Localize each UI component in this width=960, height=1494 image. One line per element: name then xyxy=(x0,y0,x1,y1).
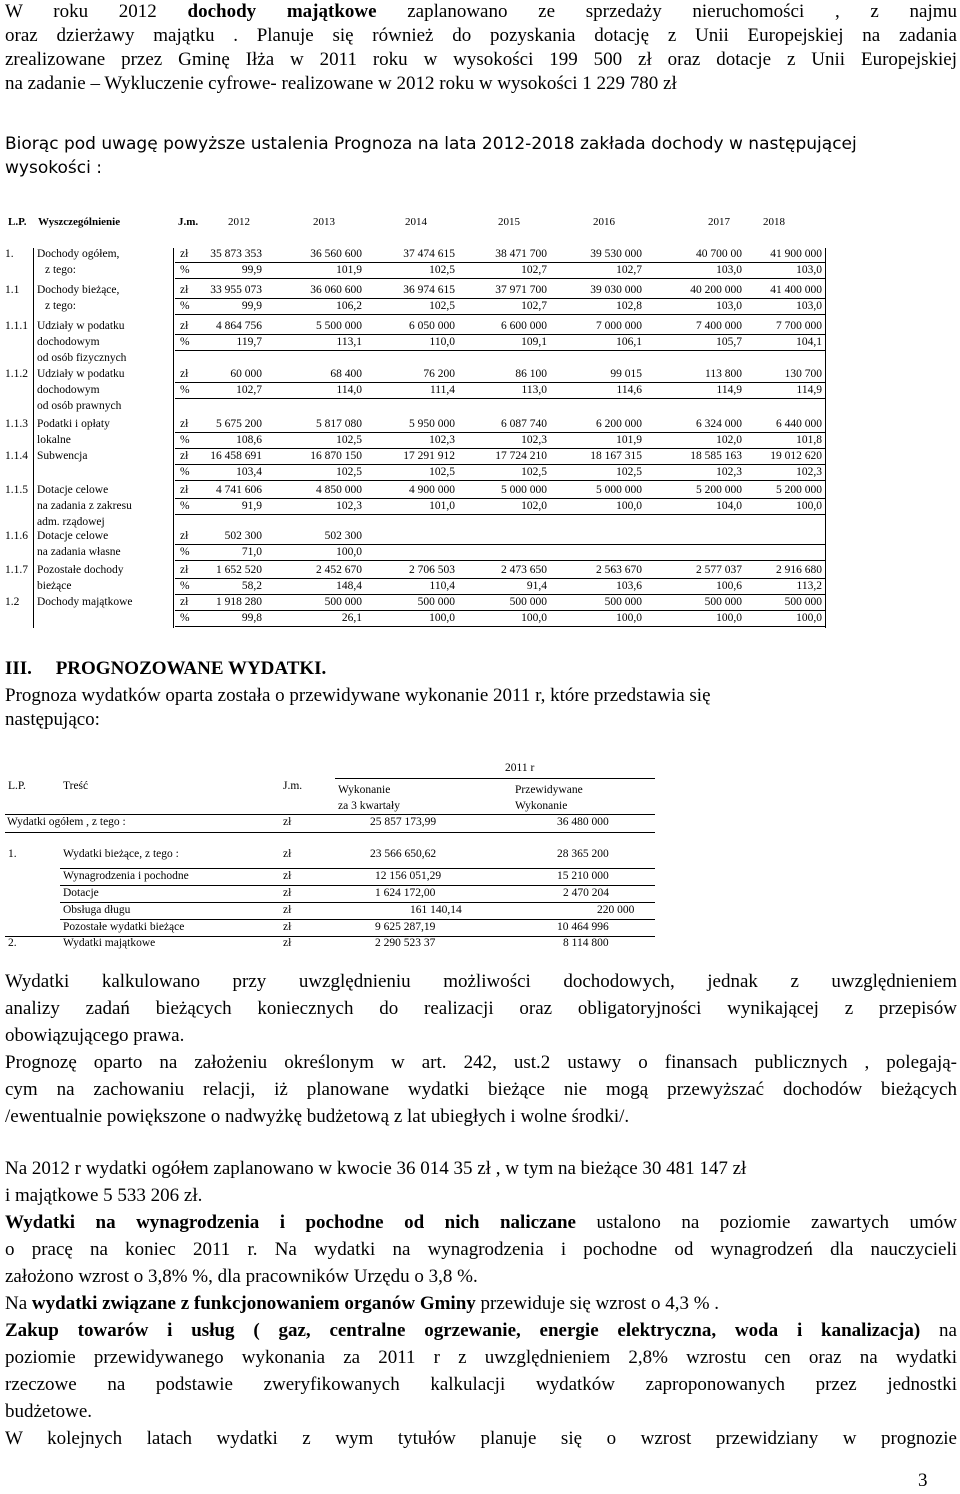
unit-zl: zł xyxy=(180,368,189,380)
body-d2: o pracę na koniec 2011 r. Na wydatki na wynagrodzenia i pochodne od wynagrodzeń dla nauczycieli xyxy=(5,1239,957,1260)
table-row-label: Subwencja xyxy=(37,450,88,462)
table-cell-zl: 33 955 073 xyxy=(210,284,262,296)
table-cell-zl: 40 200 000 xyxy=(690,284,742,296)
exp-sub1-jm: zł xyxy=(283,887,292,899)
exp-maj-b: 8 114 800 xyxy=(563,937,609,949)
table-cell-zl: 5 675 200 xyxy=(216,418,262,430)
table-row-lp: 1.2 xyxy=(5,596,20,608)
section-heading: III. PROGNOZOWANE WYDATKI. xyxy=(5,658,327,679)
unit-zl: zł xyxy=(180,320,189,332)
exp-total-jm: zł xyxy=(283,816,292,828)
table-cell-pct: 106,2 xyxy=(336,300,362,312)
exp-h-przew: Przewidywane xyxy=(515,784,583,796)
exp-total-a: 25 857 173,99 xyxy=(370,816,437,828)
table-cell-pct: 110,4 xyxy=(429,580,455,592)
exp-h-lp: L.P. xyxy=(8,780,26,792)
table-cell-pct: 103,6 xyxy=(616,580,642,592)
table-cell-zl: 500 000 xyxy=(509,596,547,608)
table-cell-zl: 502 300 xyxy=(224,530,262,542)
exp-biez-a: 23 566 650,62 xyxy=(370,848,437,860)
table-cell-pct: 102,7 xyxy=(521,300,547,312)
revenue-table-header: L.P. Wyszczególnienie J.m. 2012 2013 2014 2015 2016 2017 2018 xyxy=(8,216,785,228)
table-cell-pct: 100,0 xyxy=(336,546,362,558)
table-cell-pct: 102,7 xyxy=(236,384,262,396)
table-cell-pct: 103,4 xyxy=(236,466,262,478)
table-cell-zl: 500 000 xyxy=(784,596,822,608)
table-row-label: lokalne xyxy=(37,434,71,446)
table-cell-pct: 113,2 xyxy=(796,580,822,592)
table-cell-pct: 102,5 xyxy=(429,300,455,312)
table-cell-zl: 19 012 620 xyxy=(770,450,822,462)
body-b3: /ewentualnie powiększone o nadwyżkę budżetową z lat ubiegłych i wolne środki/. xyxy=(5,1106,630,1127)
table-row-label: Dotacje celowe xyxy=(37,484,109,496)
intro-line-3: zrealizowane przez Gminę Iłża w 2011 roku w wysokości 199 500 zł oraz dotacje z Unii Europejskiej xyxy=(5,49,957,70)
body-c2: i majątkowe 5 533 206 zł. xyxy=(5,1185,203,1206)
table-cell-zl: 86 100 xyxy=(515,368,547,380)
table-cell-pct: 99,9 xyxy=(241,300,262,312)
table-cell-zl: 5 000 000 xyxy=(596,484,642,496)
table-cell-zl: 6 200 000 xyxy=(596,418,642,430)
table-cell-zl: 1 918 280 xyxy=(216,596,262,608)
exp-sub2-b: 220 000 xyxy=(597,904,635,916)
table-cell-pct: 102,3 xyxy=(429,434,455,446)
table-row-lp: 1.1.6 xyxy=(5,530,28,542)
exp-biez-lp: 1. xyxy=(8,848,17,860)
exp-sub2-jm: zł xyxy=(283,904,292,916)
table-cell-zl: 17 291 912 xyxy=(403,450,455,462)
table-cell-pct: 26,1 xyxy=(341,612,362,624)
table-cell-zl: 2 916 680 xyxy=(776,564,822,576)
table-cell-zl: 502 300 xyxy=(324,530,362,542)
table-cell-pct: 113,1 xyxy=(336,336,362,348)
exp-sub2-name: Obsługa długu xyxy=(63,904,131,916)
table-cell-zl: 7 700 000 xyxy=(776,320,822,332)
table-row-label: z tego: xyxy=(45,264,76,276)
table-cell-pct: 106,1 xyxy=(616,336,642,348)
table-row-label: dochodowym xyxy=(37,384,100,396)
body-a3: obowiązującego prawa. xyxy=(5,1025,185,1046)
exp-h-wyk: Wykonanie xyxy=(338,784,391,796)
unit-zl: zł xyxy=(180,564,189,576)
table-cell-pct: 100,0 xyxy=(429,612,455,624)
body-c1: Na 2012 r wydatki ogółem zaplanowano w kwocie 36 014 35 zł , w tym na bieżące 30 481 147 zł xyxy=(5,1158,747,1179)
unit-zl: zł xyxy=(180,284,189,296)
table-row-label: Dochody ogółem, xyxy=(37,248,120,260)
exp-biez-b: 28 365 200 xyxy=(557,848,609,860)
table-cell-zl: 7 000 000 xyxy=(596,320,642,332)
exp-biez-jm: zł xyxy=(283,848,292,860)
exp-h-przew2: Wykonanie xyxy=(515,800,568,812)
table-cell-pct: 101,8 xyxy=(796,434,822,446)
table-cell-zl: 37 474 615 xyxy=(403,248,455,260)
table-cell-pct: 91,4 xyxy=(526,580,547,592)
body-d1: Wydatki na wynagrodzenia i pochodne od nich naliczane ustalono na poziomie zawartych umów xyxy=(5,1212,957,1233)
table-cell-zl: 6 440 000 xyxy=(776,418,822,430)
table-cell-zl: 16 870 150 xyxy=(310,450,362,462)
exp-total-b: 36 480 000 xyxy=(557,816,609,828)
exp-h-jm: J.m. xyxy=(283,780,303,792)
table-cell-zl: 35 873 353 xyxy=(210,248,262,260)
unit-pct: % xyxy=(180,300,190,312)
table-row-label: bieżące xyxy=(37,580,72,592)
table-cell-pct: 104,1 xyxy=(796,336,822,348)
table-cell-pct: 103,0 xyxy=(716,300,742,312)
body-d3: założono wzrost o 3,8% %, dla pracowników Urzędu o 3,8 %. xyxy=(5,1266,478,1287)
table-cell-zl: 38 471 700 xyxy=(495,248,547,260)
expense-table xyxy=(5,760,655,950)
table-cell-pct: 101,0 xyxy=(429,500,455,512)
body-b2: cym na zachowaniu relacji, iż planowane wydatki bieżące nie mogą przewyższać dochodów bieżących xyxy=(5,1079,957,1100)
body-f2: poziomie przewidywanego wykonania za 2011 r z uwzględnieniem 2,8% wzrostu cen oraz na wydatki xyxy=(5,1347,957,1368)
table-row-label: od osób prawnych xyxy=(37,400,122,412)
table-cell-zl: 1 652 520 xyxy=(216,564,262,576)
exp-maj-lp: 2. xyxy=(8,937,17,949)
body-b1: Prognozę oparto na założeniu określonym w art. 242, ust.2 ustawy o finansach publicznych , polegają- xyxy=(5,1052,957,1073)
table-cell-zl: 500 000 xyxy=(604,596,642,608)
table-cell-pct: 110,0 xyxy=(429,336,455,348)
table-cell-pct: 102,3 xyxy=(716,466,742,478)
table-cell-pct: 111,4 xyxy=(429,384,455,396)
table-row-label: na zadania z zakresu xyxy=(37,500,132,512)
table-cell-pct: 102,3 xyxy=(336,500,362,512)
table-cell-pct: 102,3 xyxy=(521,434,547,446)
body-a2: analizy zadań bieżących koniecznych do realizacji oraz obligatoryjności wynikającej z przepisów xyxy=(5,998,957,1019)
table-cell-zl: 4 864 756 xyxy=(216,320,262,332)
table-cell-zl: 500 000 xyxy=(324,596,362,608)
exp-maj-jm: zł xyxy=(283,937,292,949)
exp-sub0-jm: zł xyxy=(283,870,292,882)
unit-zl: zł xyxy=(180,596,189,608)
body-a1: Wydatki kalkulowano przy uwzględnieniu możliwości dochodowych, jednak z uwzględnieniem xyxy=(5,971,957,992)
unit-pct: % xyxy=(180,580,190,592)
table-cell-pct: 102,5 xyxy=(616,466,642,478)
unit-zl: zł xyxy=(180,530,189,542)
table-cell-zl: 2 452 670 xyxy=(316,564,362,576)
unit-zl: zł xyxy=(180,248,189,260)
intro-line-4: na zadanie – Wykluczenie cyfrowe- realizowane w 2012 roku w wysokości 1 229 780 zł xyxy=(5,73,677,94)
table-cell-pct: 102,7 xyxy=(616,264,642,276)
table-cell-zl: 2 706 503 xyxy=(409,564,455,576)
table-cell-pct: 114,9 xyxy=(796,384,822,396)
unit-pct: % xyxy=(180,612,190,624)
table-cell-pct: 100,6 xyxy=(716,580,742,592)
table-cell-pct: 102,5 xyxy=(521,466,547,478)
table-row-label: Udziały w podatku xyxy=(37,368,125,380)
exp-sub0-a: 12 156 051,29 xyxy=(375,870,442,882)
table-row-lp: 1. xyxy=(5,248,14,260)
table-cell-zl: 5 817 080 xyxy=(316,418,362,430)
table-row-label: Udziały w podatku xyxy=(37,320,125,332)
section-paragraph-line-2: następująco: xyxy=(5,709,100,730)
table-cell-zl: 6 600 000 xyxy=(501,320,547,332)
unit-pct: % xyxy=(180,466,190,478)
table-cell-zl: 113 800 xyxy=(705,368,742,380)
table-cell-pct: 102,5 xyxy=(336,466,362,478)
table-row-lp: 1.1.4 xyxy=(5,450,28,462)
table-cell-zl: 60 000 xyxy=(230,368,262,380)
exp-sub3-jm: zł xyxy=(283,921,292,933)
table-cell-pct: 105,7 xyxy=(716,336,742,348)
table-cell-pct: 103,0 xyxy=(796,300,822,312)
table-cell-pct: 104,0 xyxy=(716,500,742,512)
table-cell-pct: 113,0 xyxy=(521,384,547,396)
table-cell-pct: 102,0 xyxy=(521,500,547,512)
table-cell-pct: 102,5 xyxy=(336,434,362,446)
table-cell-pct: 114,0 xyxy=(336,384,362,396)
table-cell-zl: 2 563 670 xyxy=(596,564,642,576)
body-e1: Na wydatki związane z funkcjonowaniem organów Gminy przewiduje się wzrost o 4,3 % . xyxy=(5,1293,720,1314)
table-cell-zl: 18 585 163 xyxy=(690,450,742,462)
unit-zl: zł xyxy=(180,450,189,462)
table-cell-zl: 6 324 000 xyxy=(696,418,742,430)
exp-maj-name: Wydatki majątkowe xyxy=(63,937,156,949)
table-cell-zl: 41 400 000 xyxy=(770,284,822,296)
table-cell-zl: 99 015 xyxy=(610,368,642,380)
table-cell-pct: 58,2 xyxy=(241,580,262,592)
table-cell-pct: 102,5 xyxy=(429,264,455,276)
table-cell-zl: 6 050 000 xyxy=(409,320,455,332)
table-cell-zl: 4 900 000 xyxy=(409,484,455,496)
table-cell-zl: 16 458 691 xyxy=(210,450,262,462)
table-cell-zl: 39 030 000 xyxy=(590,284,642,296)
exp-sub3-a: 9 625 287,19 xyxy=(375,921,436,933)
exp-sub0-b: 15 210 000 xyxy=(557,870,609,882)
table-cell-pct: 148,4 xyxy=(336,580,362,592)
page-number: 3 xyxy=(918,1470,928,1491)
table-cell-zl: 36 560 600 xyxy=(310,248,362,260)
table-cell-zl: 4 850 000 xyxy=(316,484,362,496)
table-cell-pct: 100,0 xyxy=(796,612,822,624)
intro-line-6: wysokości : xyxy=(5,158,102,178)
table-row-label: Pozostałe dochody xyxy=(37,564,124,576)
table-cell-zl: 2 577 037 xyxy=(696,564,742,576)
table-cell-zl: 37 971 700 xyxy=(495,284,547,296)
table-cell-zl: 2 473 650 xyxy=(501,564,547,576)
unit-pct: % xyxy=(180,264,190,276)
table-row-lp: 1.1.5 xyxy=(5,484,28,496)
table-cell-pct: 102,5 xyxy=(429,466,455,478)
exp-h-wyk2: za 3 kwartały xyxy=(338,800,400,812)
intro-line-2: oraz dzierżawy majątku . Planuje się również do pozyskania dotację z Unii Europejskiej na zadania xyxy=(5,25,957,46)
table-cell-zl: 5 200 000 xyxy=(776,484,822,496)
table-cell-zl: 130 700 xyxy=(784,368,822,380)
table-cell-pct: 103,0 xyxy=(796,264,822,276)
unit-pct: % xyxy=(180,384,190,396)
table-cell-pct: 100,0 xyxy=(716,612,742,624)
exp-sub0-name: Wynagrodzenia i pochodne xyxy=(63,870,189,882)
table-cell-zl: 39 530 000 xyxy=(590,248,642,260)
unit-zl: zł xyxy=(180,418,189,430)
table-cell-zl: 5 200 000 xyxy=(696,484,742,496)
table-cell-pct: 100,0 xyxy=(616,500,642,512)
table-cell-zl: 5 500 000 xyxy=(316,320,362,332)
table-row-label: na zadania własne xyxy=(37,546,121,558)
table-cell-pct: 103,0 xyxy=(716,264,742,276)
table-cell-zl: 500 000 xyxy=(417,596,455,608)
table-cell-zl: 76 200 xyxy=(423,368,455,380)
unit-pct: % xyxy=(180,500,190,512)
table-cell-pct: 114,9 xyxy=(716,384,742,396)
unit-zl: zł xyxy=(180,484,189,496)
body-f3: rzeczowe na podstawie zweryfikowanych kalkulacji wydatków zaproponowanych przez jednostki xyxy=(5,1374,957,1395)
section-paragraph-line-1: Prognoza wydatków oparta została o przewidywane wykonanie 2011 r, które przedstawia się xyxy=(5,685,711,706)
table-cell-zl: 36 060 600 xyxy=(310,284,362,296)
table-cell-pct: 102,0 xyxy=(716,434,742,446)
unit-pct: % xyxy=(180,434,190,446)
table-row-label: Dochody majątkowe xyxy=(37,596,133,608)
exp-sub2-a: 161 140,14 xyxy=(410,904,462,916)
table-cell-pct: 119,7 xyxy=(236,336,262,348)
table-row-label: Dochody bieżące, xyxy=(37,284,120,296)
unit-pct: % xyxy=(180,546,190,558)
body-f4: budżetowe. xyxy=(5,1401,93,1422)
table-row-label: dochodowym xyxy=(37,336,100,348)
table-row-lp: 1.1.7 xyxy=(5,564,28,576)
table-cell-pct: 102,3 xyxy=(796,466,822,478)
exp-h-tresc: Treść xyxy=(63,780,89,792)
table-cell-zl: 41 900 000 xyxy=(770,248,822,260)
exp-sub3-name: Pozostałe wydatki bieżące xyxy=(63,921,185,933)
table-cell-zl: 6 087 740 xyxy=(501,418,547,430)
table-cell-pct: 109,1 xyxy=(521,336,547,348)
exp-biez-name: Wydatki bieżące, z tego : xyxy=(63,848,179,860)
table-cell-pct: 100,0 xyxy=(796,500,822,512)
exp-sub1-b: 2 470 204 xyxy=(563,887,609,899)
table-row-label: Dotacje celowe xyxy=(37,530,109,542)
table-row-label: Podatki i opłaty xyxy=(37,418,110,430)
exp-total-name: Wydatki ogółem , z tego : xyxy=(7,816,126,828)
table-cell-pct: 108,6 xyxy=(236,434,262,446)
exp-sub1-name: Dotacje xyxy=(63,887,99,899)
intro-line-1: W roku 2012 dochody majątkowe zaplanowano ze sprzedaży nieruchomości , z najmu xyxy=(5,1,958,22)
table-row-label: z tego: xyxy=(45,300,76,312)
table-cell-pct: 99,9 xyxy=(241,264,262,276)
table-cell-pct: 101,9 xyxy=(336,264,362,276)
table-row-label: od osób fizycznych xyxy=(37,352,127,364)
table-cell-zl: 4 741 606 xyxy=(216,484,262,496)
exp-year: 2011 r xyxy=(505,762,535,774)
table-row-lp: 1.1.1 xyxy=(5,320,28,332)
table-cell-pct: 102,8 xyxy=(616,300,642,312)
table-cell-pct: 100,0 xyxy=(616,612,642,624)
table-row-lp: 1.1 xyxy=(5,284,20,296)
table-cell-pct: 114,6 xyxy=(616,384,642,396)
table-cell-pct: 71,0 xyxy=(241,546,262,558)
body-g1: W kolejnych latach wydatki z wym tytułów planuje się o wzrost przewidziany w prognozie xyxy=(5,1428,957,1449)
exp-sub1-a: 1 624 172,00 xyxy=(375,887,436,899)
table-cell-zl: 7 400 000 xyxy=(696,320,742,332)
table-cell-pct: 102,7 xyxy=(521,264,547,276)
table-cell-zl: 17 724 210 xyxy=(495,450,547,462)
table-row-lp: 1.1.2 xyxy=(5,368,28,380)
table-cell-pct: 100,0 xyxy=(521,612,547,624)
table-row-label: adm. rządowej xyxy=(37,516,105,528)
unit-pct: % xyxy=(180,336,190,348)
table-cell-zl: 68 400 xyxy=(330,368,362,380)
table-cell-zl: 18 167 315 xyxy=(590,450,642,462)
table-row-lp: 1.1.3 xyxy=(5,418,28,430)
exp-sub3-b: 10 464 996 xyxy=(557,921,609,933)
intro-line-5: Biorąc pod uwagę powyższe ustalenia Prognoza na lata 2012-2018 zakłada dochody w następującej xyxy=(5,134,857,154)
revenue-table xyxy=(5,248,825,628)
body-f1: Zakup towarów i usług ( gaz, centralne ogrzewanie, energie elektryczna, woda i kanalizacja) na xyxy=(5,1320,957,1341)
table-cell-pct: 101,9 xyxy=(616,434,642,446)
table-cell-zl: 40 700 00 xyxy=(696,248,742,260)
table-cell-pct: 99,8 xyxy=(241,612,262,624)
table-cell-zl: 5 950 000 xyxy=(409,418,455,430)
table-cell-zl: 36 974 615 xyxy=(403,284,455,296)
exp-maj-a: 2 290 523 37 xyxy=(375,937,436,949)
table-cell-zl: 5 000 000 xyxy=(501,484,547,496)
table-cell-zl: 500 000 xyxy=(704,596,742,608)
table-cell-pct: 91,9 xyxy=(241,500,262,512)
